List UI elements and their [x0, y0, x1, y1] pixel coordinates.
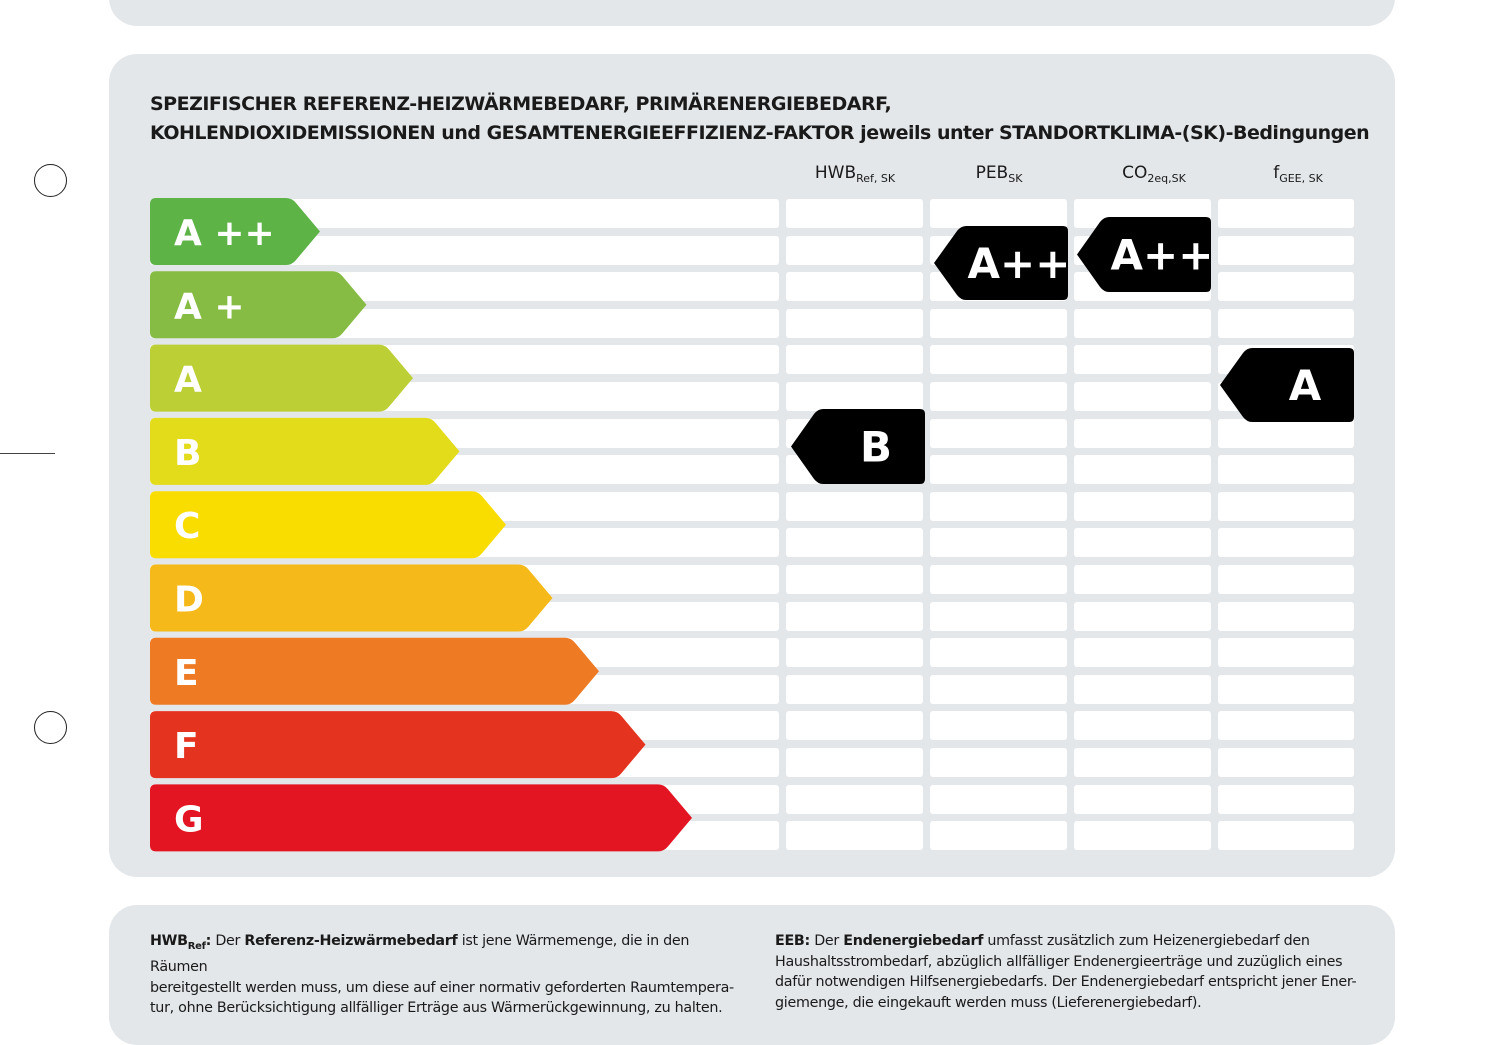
- rating-marker: [1077, 217, 1213, 292]
- class-label: F: [174, 726, 199, 768]
- class-bar-aplusplus: [150, 198, 320, 265]
- class-bar-g: [150, 784, 692, 851]
- column-header-co2: $CO_{2eq,SK}$: [1122, 163, 1186, 185]
- class-bar-a: [150, 345, 413, 412]
- class-bar-f: [150, 711, 646, 778]
- rating-marker-label: A++: [1110, 230, 1214, 280]
- class-label: A: [174, 359, 202, 401]
- class-bar-e: [150, 638, 599, 705]
- class-bar-aplus: [150, 271, 367, 338]
- column-header-peb: $PEB_{SK}$: [975, 163, 1023, 185]
- rating-marker-label: A: [1288, 361, 1322, 411]
- heading-line-2: KOHLENDIOXIDEMISSIONEN und GESAMTENERGIEEFFIZIENZ-FAKTOR jeweils unter STANDORTKLIMA-(SK)-Bedingungen: [150, 122, 1370, 144]
- rating-marker-label: B: [859, 422, 893, 472]
- rating-marker: [934, 226, 1070, 300]
- footnote-eeb: EEB: Der Endenergiebedarf umfasst zusätzlich zum Heizenergiebedarf den Haushaltsstrombedarf, abzüglich allfälliger Endenergieerträge und zuzüglich eines dafür notwendigen Hilfsenergiebedarfs. Der Endenergiebedarf entspricht jener Ener- giemenge, die eingekauft werden muss (Lieferenergiebedarf).: [775, 933, 1357, 1011]
- class-label: B: [174, 432, 202, 474]
- column-header-fgee: $f_{GEE, SK}$: [1273, 163, 1323, 185]
- class-label: E: [174, 652, 199, 694]
- rating-marker: [791, 409, 925, 484]
- class-label: C: [174, 506, 201, 548]
- heading-line-1: SPEZIFISCHER REFERENZ-HEIZWÄRMEBEDARF, PRIMÄRENERGIEBEDARF,: [150, 93, 892, 115]
- rating-marker-label: A++: [967, 239, 1071, 289]
- class-label: A +: [174, 286, 245, 328]
- footnote-hwb: $HWB_{Ref}$: Der Referenz-Heizwärmebedarf ist jene Wärmemenge, die in den Räumen bereitgestellt werden muss, um diese auf einer normativ geforderten Raumtempera- tur, ohne Berücksichtigung allfälliger Erträge aus Wärmerückgewinnung, zu halten.: [150, 933, 734, 1017]
- class-label: A ++: [174, 213, 275, 254]
- class-label: D: [174, 579, 204, 621]
- column-header-hwb: $HWB_{Ref, SK}$: [814, 163, 896, 185]
- class-bar-b: [150, 418, 460, 485]
- class-bar-c: [150, 491, 506, 558]
- class-label: G: [174, 799, 204, 841]
- class-bar-d: [150, 565, 553, 632]
- rating-marker: [1220, 348, 1354, 422]
